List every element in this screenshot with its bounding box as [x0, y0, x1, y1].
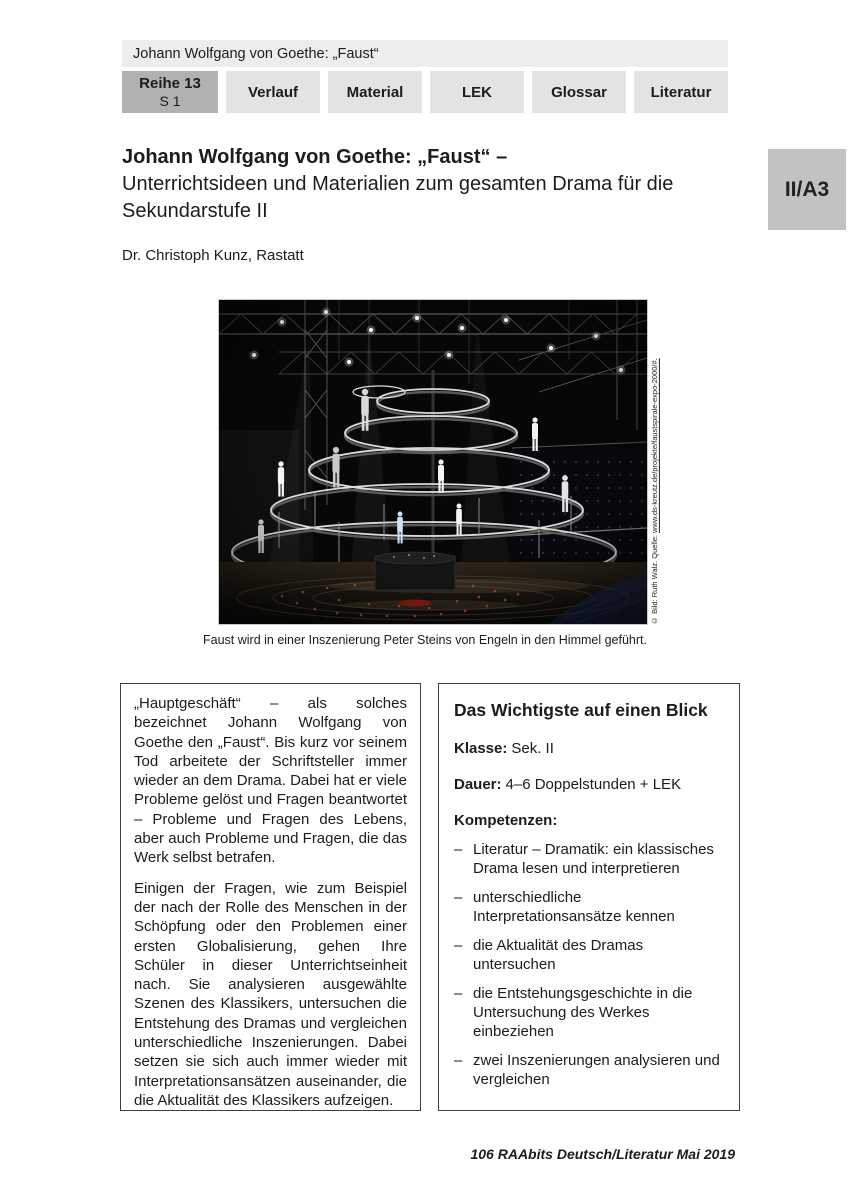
page-title-subtitle: Unterrichtsideen und Materialien zum gesamten Drama für die Sekundarstufe II: [122, 173, 674, 222]
tab-reihe-13[interactable]: [122, 71, 218, 113]
running-header-title: Johann Wolfgang von Goethe: „Faust“: [133, 45, 379, 62]
list-dash: –: [454, 1052, 463, 1069]
overview-box: [438, 683, 740, 1111]
tab-material[interactable]: [328, 71, 422, 113]
photo-caption: Faust wird in einer Inszenierung Peter Steins von Engeln in den Himmel geführt.: [203, 633, 647, 647]
klasse-value: Sek. II: [511, 740, 554, 757]
intro-text-box: [120, 683, 421, 1111]
overview-box-title: Das Wichtigste auf einen Blick: [454, 700, 708, 720]
intro-paragraph: „Hauptgeschäft“ – als solches bezeichnet Johann Wolfgang von Goethe den „Faust“. Bis kurz vor seinem Tod arbeitete der Schriftsteller immer wieder an dem Drama. Dabei hat er viele Probleme gelöst und Fragen beantwortet – Probleme und Fragen des Lebens, aber auch Probleme und Fragen, die das Werk selbst betrafen.: [134, 695, 407, 867]
section-badge: II/A3: [768, 149, 846, 230]
photo-credit: [650, 299, 660, 625]
tab-sublabel: S 1: [159, 93, 181, 109]
list-dash: –: [454, 889, 463, 906]
stage-photo: [218, 299, 648, 625]
tab-label: Glossar: [551, 83, 607, 101]
page-title: [122, 144, 738, 225]
stage-photo-illustration: [219, 300, 647, 624]
klasse-label: Klasse:: [454, 740, 508, 757]
page-footer: 106 RAAbits Deutsch/Literatur Mai 2019: [470, 1146, 735, 1162]
tab-glossar[interactable]: [532, 71, 626, 113]
photo-credit-text: © Bild: Ruth Walz. Quelle:: [650, 532, 659, 625]
kompetenz-item: – zwei Inszenierungen analysieren und vergleichen: [454, 1052, 720, 1088]
dauer-row: [454, 776, 724, 793]
photo-credit-link[interactable]: www.ds-kreutz.de/projekte/faustspirale-expo-2000/#.: [650, 358, 659, 533]
klasse-row: [454, 740, 724, 757]
tab-label: LEK: [462, 83, 492, 101]
list-dash: –: [454, 937, 463, 954]
running-header-bar: [122, 40, 728, 67]
tab-literatur[interactable]: [634, 71, 728, 113]
tab-label: Literatur: [650, 83, 712, 101]
list-dash: –: [454, 841, 463, 858]
tab-label: Reihe 13: [139, 75, 201, 92]
dauer-label: Dauer:: [454, 776, 502, 793]
kompetenz-item: – die Entstehungsgeschichte in die Untersuchung des Werkes einbeziehen: [454, 985, 693, 1040]
kompetenz-item: – die Aktualität des Dramas untersuchen: [454, 937, 644, 973]
tab-row: [122, 71, 728, 113]
intro-paragraph: Einigen der Fragen, wie zum Beispiel der nach der Rolle des Menschen in der Schöpfung oder den Problemen einer ersten Globalisierung, gehen Ihre Schüler in dieser Unterrichtseinheit nach. Sie analysieren ausgewählte Szenen des Klassikers, untersuchen die Entstehung des Dramas und vergleichen unterschiedliche Inszenierungen. Dabei setzen sie sich auch immer wieder mit Interpretationsansätzen auseinander, die die Aktualität des Klassikers aufzeigen.: [134, 879, 407, 1109]
list-dash: –: [454, 985, 463, 1002]
dauer-value: 4–6 Doppelstunden + LEK: [505, 776, 682, 793]
tab-label: Material: [346, 83, 404, 101]
kompetenzen-list: [454, 840, 724, 1089]
tab-label: Verlauf: [247, 83, 299, 101]
title-block: [122, 144, 738, 225]
tab-lek[interactable]: [430, 71, 524, 113]
kompetenz-item: – Literatur – Dramatik: ein klassisches Drama lesen und interpretieren: [454, 841, 714, 877]
tab-verlauf[interactable]: [226, 71, 320, 113]
kompetenz-item: – unterschiedliche Interpretationsansätze kennen: [454, 889, 675, 925]
kompetenzen-heading: Kompetenzen:: [454, 812, 558, 829]
page-title-main: Johann Wolfgang von Goethe: „Faust“ –: [122, 146, 508, 168]
author-line: Dr. Christoph Kunz, Rastatt: [122, 247, 304, 264]
